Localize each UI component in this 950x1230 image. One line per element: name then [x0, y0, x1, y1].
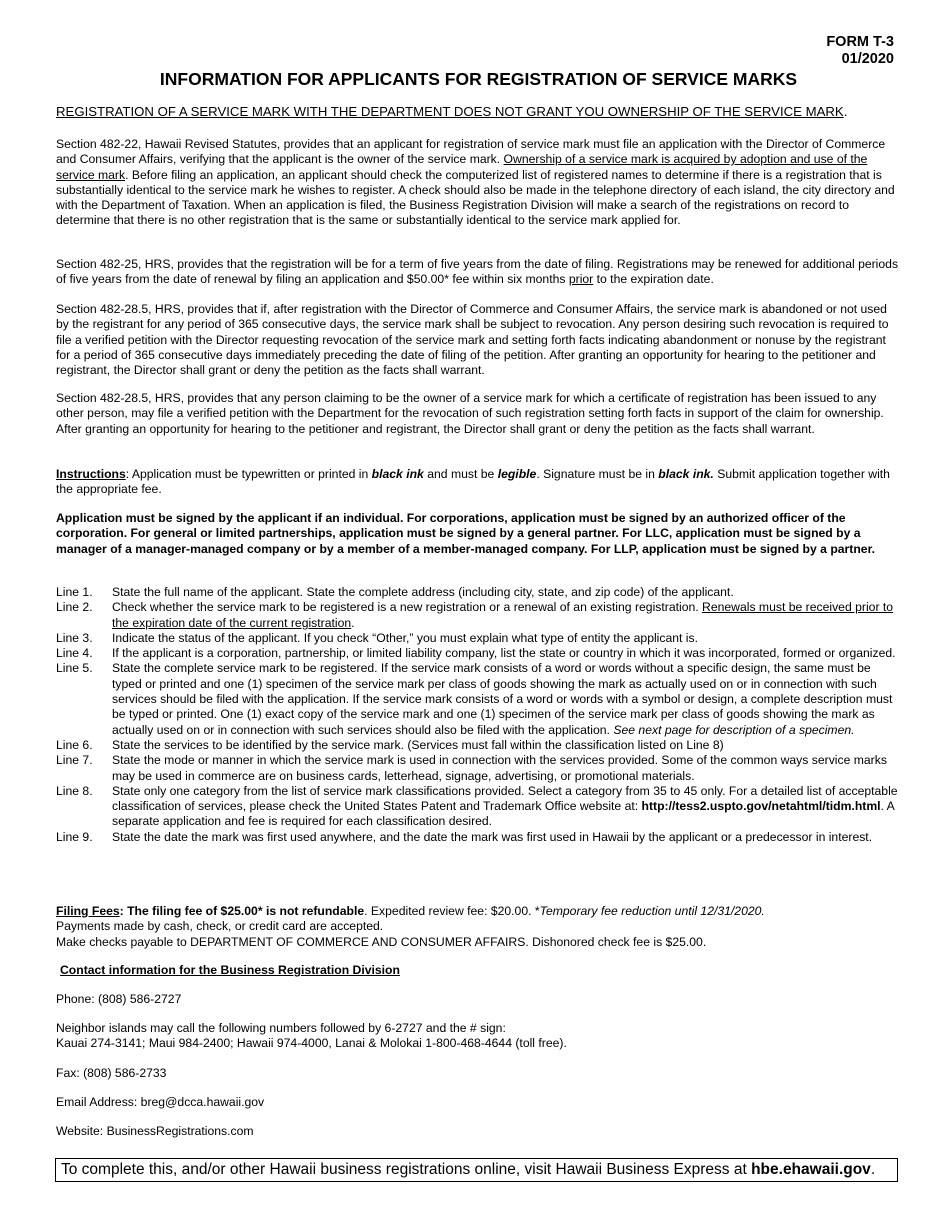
section-482-28-5-abandonment-paragraph: Section 482-28.5, HRS, provides that if, after registration with the Director of Commerce and Consumer Affairs, the service mark is abandoned or not used by the registrant for any period of 365 consecutive days, the service mark shall be subject to revocation. Any person desiring such revocation is required to file a verified petition with the Director requesting revocation of the service mark and setting forth facts indicating abandonment or nonuse by the registrant for a period of 365 consecutive days immediately preceding the date of filing of the petition. After granting an opportunity for hearing to the petitioner and registrant, the Director shall grant or deny the petition as the facts shall warrant. [56, 302, 889, 378]
uspto-link[interactable]: http://tess2.uspto.gov/netahtml/tidm.html [641, 799, 881, 814]
hbe-link[interactable]: hbe.ehawaii.gov [751, 1161, 871, 1178]
instructions-label: Instructions [56, 467, 126, 481]
line-item: Line 2. Check whether the service mark to be registered is a new registration or a renewal of an existing registration. Renewals must be received prior to the expiration date of the current registration. [56, 600, 894, 630]
form-identifier [826, 34, 894, 68]
section-482-22-paragraph: Section 482-22, Hawaii Revised Statutes, provides that an applicant for registration of service mark must file an application with the Director of Commerce and Consumer Affairs, verifying that the applicant is the owner of the service mark. Ownership of a service mark is acquired by adoption and use of the service mark. Before filing an application, an applicant should check the computerized list of registered names to determine if there is a registration that is substantially identical to the service mark he wishes to register. A check should also be made in the telephone directory of each island, the city directory and with the Department of Taxation. When an application is filed, the Business Registration Division will make a search of the registrations on record to determine that there is no other registration that is the same or substantially identical to the service mark applied for. [56, 137, 895, 228]
line-item: Line 4. If the applicant is a corporation, partnership, or limited liability company, list the state or country in which it was incorporated, formed or organized. [56, 646, 896, 661]
line-item: Line 6. State the services to be identified by the service mark. (Services must fall within the classification listed on Line 8) [56, 737, 724, 752]
section-482-25-paragraph: Section 482-25, HRS, provides that the registration will be for a term of five years from the date of filing. Registrations may be renewed for additional periods of five years from the date of renewal by filing an application and $50.00* fee within six months prior to the expiration date. [56, 257, 899, 287]
signing-requirements: Application must be signed by the applicant if an individual. For corporations, application must be signed by an authorized officer of the corporation. For general or limited partnerships, application must be signed by a general partner. For LLC, application must be signed by a manager of a manager-managed company or by a member of a member-managed company. For LLP, application must be signed by a partner. [56, 511, 876, 556]
page-title: INFORMATION FOR APPLICANTS FOR REGISTRATION OF SERVICE MARKS [159, 69, 798, 89]
line-item: Line 7. State the mode or manner in which the service mark is used in connection with the services provided. Some of the common ways service marks may be used in commerce are on business cards, letterhead, signage, advertising, or promotional materials. [56, 753, 887, 783]
contact-website[interactable]: Website: BusinessRegistrations.com [56, 1124, 254, 1138]
ownership-notice-text: REGISTRATION OF A SERVICE MARK WITH THE DEPARTMENT DOES NOT GRANT YOU OWNERSHIP OF THE SERVICE MARK [56, 104, 844, 119]
filing-fees-label: Filing Fees [56, 904, 120, 918]
line-item: Line 3. Indicate the status of the applicant. If you check “Other,” you must explain what type of entity the applicant is. [56, 630, 698, 645]
contact-fax: Fax: (808) 586-2733 [56, 1066, 167, 1080]
contact-phone: Phone: (808) 586-2727 [56, 992, 182, 1006]
line-item: Line 9. State the date the mark was first used anywhere, and the date the mark was first used in Hawaii by the applicant or a predecessor in interest. [56, 829, 873, 844]
contact-neighbor-islands: Neighbor islands may call the following numbers followed by 6-2727 and the # sign: Kauai 274-3141; Maui 984-2400; Hawaii 974-4000, Lanai & Molokai 1-800-468-4644 (toll free). [56, 1021, 567, 1051]
section-482-28-5-ownership-paragraph: Section 482-28.5, HRS, provides that any person claiming to be the owner of a service mark for which a certificate of registration has been issued to any other person, may file a verified petition with the Department for the revocation of such registration setting forth facts in support of the claim for ownership. After granting an opportunity for hearing to the petitioner and registrant, the Director shall grant or deny the petition as the facts shall warrant. [56, 391, 884, 436]
form-number: FORM T-3 [826, 34, 894, 50]
instructions-paragraph: Instructions: Application must be typewritten or printed in black ink and must be legible. Signature must be in black ink. Submit application together with the appropriate fee. [56, 467, 890, 497]
line-instructions-list [56, 585, 901, 845]
online-registration-banner: To complete this, and/or other Hawaii business registrations online, visit Hawaii Business Express at hbe.ehawaii.gov. [55, 1158, 898, 1182]
line-item: Line 8. State only one category from the list of service mark classifications provided. Select a category from 35 to 45 only. For a detailed list of acceptable classification of services, please check the United States Patent and Trademark Office website at: http://tess2.uspto.gov/netahtml/tidm.html. A separate application and fee is required for each classification desired. [56, 783, 898, 829]
line-item: Line 1. State the full name of the applicant. State the complete address (including city, state, and zip code) of the applicant. [56, 585, 734, 599]
form-date: 01/2020 [841, 51, 894, 67]
contact-email[interactable]: Email Address: breg@dcca.hawaii.gov [56, 1095, 265, 1109]
line-item: Line 5. State the complete service mark to be registered. If the service mark consists of a word or words without a specific design, the same must be typed or printed and one (1) specimen of the service mark per class of goods showing the mark as actually used on or in connection with such services should be filed with the application. If the service mark consists of a word or words with a symbol or design, a complete description must be typed or printed. One (1) exact copy of the service mark and one (1) specimen of the service mark per class of goods showing the mark as actually used on or in connection with such services should also be filed with the application. See next page for description of a specimen. [56, 661, 893, 737]
filing-fees-section: Filing Fees: The filing fee of $25.00* is not refundable. Expedited review fee: $20.00. *Temporary fee reduction until 12/31/2020. Payments made by cash, check, or credit card are accepted. Make checks payable to DEPARTMENT OF COMMERCE AND CONSUMER AFFAIRS. Dishonored check fee is $25.00. [56, 904, 765, 949]
ownership-notice: REGISTRATION OF A SERVICE MARK WITH THE DEPARTMENT DOES NOT GRANT YOU OWNERSHIP OF THE SERVICE MARK. [56, 104, 848, 119]
contact-heading: Contact information for the Business Registration Division [60, 963, 400, 977]
